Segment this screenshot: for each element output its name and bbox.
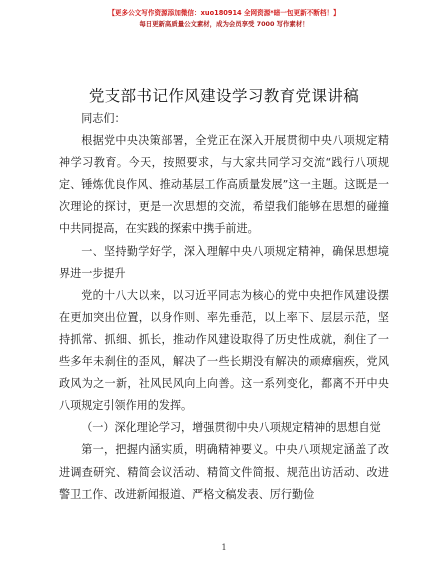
- document-body: [59, 108, 389, 506]
- greeting: 同志们：: [81, 112, 126, 125]
- section-heading-1: 一、坚持勤学好学，深入理解中央八项规定精神，确保思想境界进一步提升: [59, 244, 389, 280]
- promo-banner-line-2: 每日更新高质量公文素材，成为会员享受 7000 写作素材！: [139, 20, 309, 28]
- paragraph-subsection-1: 第一，把握内涵实质，明确精神要义。中央八项规定涵盖了改进调查研究、精简会议活动、精简文件简报、规范出访活动、改进警卫工作、改进新闻报道、严格文稿发表、厉行勤俭: [59, 443, 389, 501]
- paragraph-section-1: 党的十八大以来，以习近平同志为核心的党中央把作风建设摆在更加突出位置，以身作则、率先垂范，以上率下、层层示范，坚持抓常、抓细、抓长，推动作风建设取得了历史性成就，刹住了一些多年未刹住的歪风，解决了一些长期没有解决的顽瘴痼疾，党风政风为之一新，社风民风向上向善。这一系列变化，都离不开中央八项规定引领作用的发挥。: [59, 288, 389, 413]
- page-number: 1: [221, 543, 227, 552]
- promo-banner-line-1: 【更多公文写作资源添加微信：xuo180914 全网资源*暗一包更新不断档！】: [108, 9, 340, 17]
- subsection-heading-1: （一）深化理论学习，增强贯彻中央八项规定精神的思想自觉: [81, 421, 381, 435]
- document-title: 党支部书记作风建设学习教育党课讲稿: [88, 87, 360, 105]
- paragraph-intro: 根据党中央决策部署，全党正在深入开展贯彻中央八项规定精神学习教育。今天，按照要求，与大家共同学习交流“践行八项规定、锤炼优良作风、推动基层工作高质量发展”这一主题。这既是一次理论的探讨，更是一次思想的交流，希望我们能够在思想的碰撞中共同提高，在实践的探索中携手前进。: [59, 134, 389, 236]
